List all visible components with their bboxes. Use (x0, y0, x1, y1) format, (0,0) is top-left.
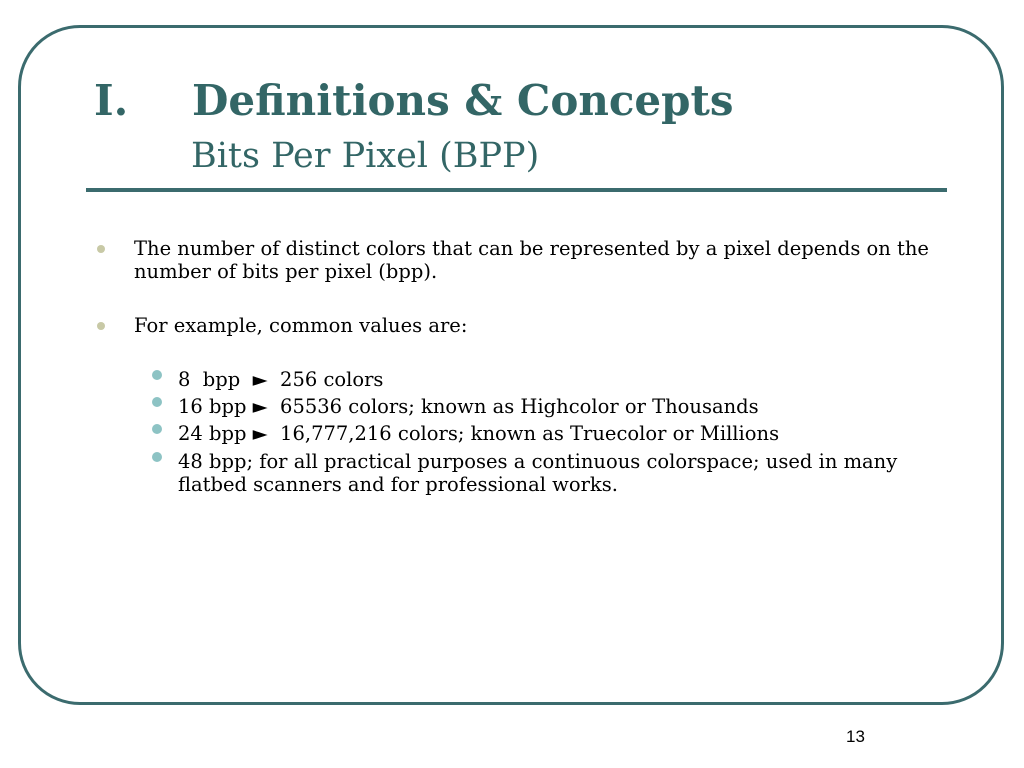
page-number: 13 (846, 727, 865, 746)
bullet-dot-icon (97, 322, 105, 330)
sub-bullet-dot-icon (152, 424, 162, 434)
title-number: I. (94, 76, 129, 125)
slide-subtitle: Bits Per Pixel (BPP) (191, 136, 540, 176)
slide-title: Definitions & Concepts (192, 76, 734, 125)
bullet-dot-icon (97, 245, 105, 253)
slide-frame (18, 25, 1004, 705)
title-divider (86, 188, 947, 192)
bullet-1-line-2: number of bits per pixel (bpp). (134, 260, 438, 283)
bullet-2-line-1: For example, common values are: (134, 314, 468, 337)
sub-bullet-dot-icon (152, 452, 162, 462)
sub-bullet-4-line-1: 48 bpp; for all practical purposes a continuous colorspace; used in many (178, 450, 898, 473)
bullet-1-line-1: The number of distinct colors that can be represented by a pixel depends on the (134, 237, 929, 260)
sub-bullet-1: 8 bpp ► 256 colors (178, 368, 384, 391)
sub-bullet-dot-icon (152, 370, 162, 380)
sub-bullet-4-line-2: flatbed scanners and for professional works. (178, 473, 618, 496)
sub-bullet-2: 16 bpp ► 65536 colors; known as Highcolor or Thousands (178, 395, 759, 418)
sub-bullet-dot-icon (152, 397, 162, 407)
sub-bullet-3: 24 bpp ► 16,777,216 colors; known as Truecolor or Millions (178, 422, 780, 445)
